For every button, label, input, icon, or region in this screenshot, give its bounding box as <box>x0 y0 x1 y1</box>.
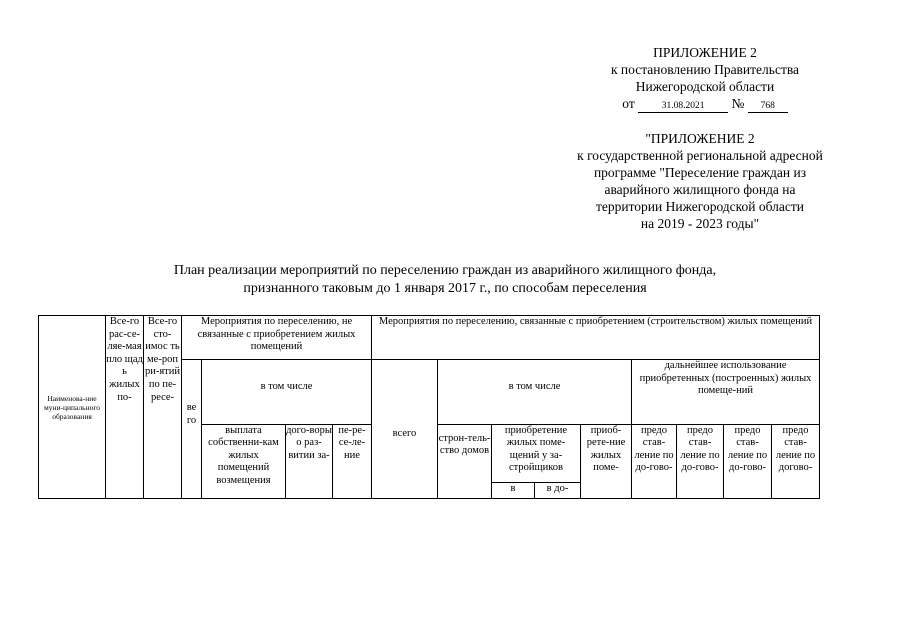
resolution-line: к постановлению Правительства <box>610 62 800 77</box>
program-line-3: программе "Переселение граждан из <box>593 165 807 180</box>
program-line-2: к государственной региональной адресной <box>577 148 823 163</box>
program-line-1: "ПРИЛОЖЕНИЕ 2 <box>645 131 755 146</box>
header-related: Мероприятия по переселению, связанные с приобретением (строительством) жилых помещений <box>372 316 820 360</box>
appendix-title: ПРИЛОЖЕНИЕ 2 <box>653 45 757 60</box>
header-provision-3: предо став-ление по до-гово- <box>724 424 772 499</box>
program-line-6: на 2019 - 2023 годы" <box>640 216 760 231</box>
header-provision-1: предо став-ление по до-гово- <box>632 424 677 499</box>
header-provision-4: предо став-ление по догово- <box>772 424 820 499</box>
header-purchase-dev: приобретение жилых поме-щений у за-стройщиков <box>492 424 581 483</box>
header-total-2: всего <box>372 360 438 499</box>
document-title <box>120 262 770 298</box>
header-contracts: дого-воры о раз-витии за- <box>286 424 333 499</box>
header-in: в <box>492 483 535 499</box>
header-total-area: Все-го рас-се-ляе-мая пло щад ь жилых по- <box>106 316 144 499</box>
header-payout: выплата собственни-кам жилых помещений возмещения <box>202 424 286 499</box>
title-line-1: План реализации мероприятий по переселению граждан из аварийного жилищного фонда, <box>173 263 717 278</box>
from-label: от <box>622 96 635 111</box>
header-total-short: ве го <box>182 360 202 499</box>
resolution-reference <box>560 44 850 113</box>
resolution-number: 768 <box>748 100 788 113</box>
region-line: Нижегородской области <box>635 79 775 94</box>
header-incl-2: в том числе <box>438 360 632 425</box>
program-reference <box>545 130 855 232</box>
resettlement-plan-table <box>38 315 820 499</box>
header-purchase-other: приоб-рете-ние жилых поме- <box>581 424 632 499</box>
date-number-line <box>560 95 850 113</box>
program-line-5: территории Нижегородской области <box>595 199 805 214</box>
header-municipality: Наименова-ние муни-ципального образования <box>39 316 106 499</box>
program-line-4: аварийного жилищного фонда на <box>604 182 796 197</box>
header-in-other: в до- <box>535 483 581 499</box>
header-construction: строн-тель-ство домов <box>438 424 492 499</box>
header-incl-1: в том числе <box>202 360 372 425</box>
header-further-use: дальнейшее использование приобретенных (построенных) жилых помеще-ний <box>632 360 820 425</box>
title-line-2: признанного таковым до 1 января 2017 г., по способам переселения <box>243 281 647 296</box>
number-label: № <box>731 96 745 111</box>
header-total-cost: Все-го сто-имос ть ме-роп ри-ятий по пе-ресе- <box>144 316 182 499</box>
header-resettle: пе-ре-се-ле-ние <box>333 424 372 499</box>
resolution-date: 31.08.2021 <box>638 100 728 113</box>
header-provision-2: предо став-ление по до-гово- <box>677 424 724 499</box>
header-not-related: Мероприятия по переселению, не связанные с приобретением жилых помещений <box>182 316 372 360</box>
